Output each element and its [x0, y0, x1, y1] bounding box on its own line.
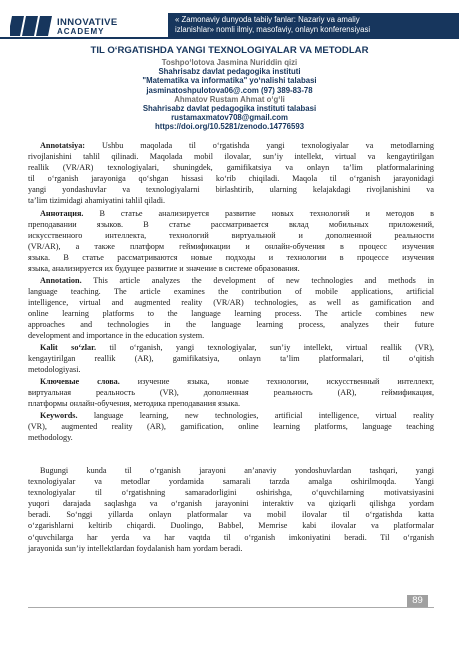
author2-name: Ahmatov Rustam Ahmat o‘g‘li	[174, 94, 285, 104]
abstract-uz-line: til o‘rganish jarayoniga qo‘shgan hissasi ko‘rib chiqiladi. Maqola til o‘rganish jarayonidagi	[28, 174, 434, 184]
body-line: texnologiyalar va metodlar yordamida samarali tarzda amalga oshirilmoqda. Yangi	[28, 477, 434, 487]
abstract-ru-label: Аннотация.	[40, 209, 84, 218]
author1-department: "Matematika va informatika" yo‘nalishi talabasi	[142, 76, 317, 86]
abstract-en	[28, 275, 434, 342]
abstract-ru-line: В статье анализируется развитие новых технологий и методов в	[83, 209, 434, 218]
article-title: TIL O‘RGATISHDA YANGI TEXNOLOGIYALAR VA METODLAR	[90, 45, 369, 56]
body-line: o‘quvchilarga har yerda va har vaqtda til o‘rganish imkoniyatini beradi. Til o‘rganish	[28, 532, 434, 542]
logo-text-innovative: INNOVATIVE	[57, 17, 118, 28]
author1-name: Toshpo‘lotova Jasmina Nuriddin qizi	[161, 58, 298, 67]
keywords-ru	[28, 376, 434, 409]
keywords-en-line: language learning, new technologies, artificial intelligence, virtual reality	[77, 411, 434, 420]
academy-logo-icon	[10, 14, 54, 38]
abstract-en-line: This article analyzes the development of new technologies and methods in	[81, 276, 434, 285]
abstract-en-line: approaches and technologies in the language learning process, analyzes their future	[28, 320, 434, 330]
abstract-ru-line: преподавании языков. В статье рассматривается вклад мобильных приложений,	[28, 220, 434, 230]
abstract-en-line: online learning platforms to the language learning process. The article combines new	[28, 309, 434, 319]
keywords-ru-line: виртуальная реальность (VR), дополненная реальность (AR), геймификация,	[28, 388, 434, 398]
header-divider	[0, 37, 459, 39]
abstract-en-label: Annotation.	[40, 276, 82, 285]
body-line: texnologiyalar til o‘rgatishning samaradorligini oshirishga, o‘quvchilarning motivatsiyasini	[28, 488, 434, 498]
abstract-uz	[28, 140, 434, 207]
keywords-ru-line: изучение языка, новые технологии, искусственный интеллект,	[119, 377, 434, 386]
body-paragraph	[28, 465, 434, 554]
abstract-uz-line: reallik (VR/AR) texnologiyalari, shuningdek, gamifikatsiya va onlayn ta’lim platformalarining	[28, 163, 434, 173]
author2-email[interactable]: rustamaxmatov708@gmail.com	[171, 113, 288, 123]
conference-banner	[168, 13, 459, 39]
abstract-uz-line: Ushbu maqolada til o‘rgatishda yangi texnologiyalar va metodlarning	[85, 141, 434, 150]
abstract-en-line: development and importance in the education system.	[28, 331, 205, 341]
keywords-uz	[28, 342, 434, 375]
abstract-ru-line: (VR/AR), а также платформ геймификации и онлайн-обучения в процесс изучения	[28, 242, 434, 252]
keywords-uz-label: Kalit so‘zlar.	[40, 343, 97, 352]
conference-title-line2: izlanishlar» nomli ilmiy, masofaviy, onlayn konferensiyasi	[175, 24, 371, 34]
body-line: beradi. So‘nggi yillarda onlayn platformalar va mobil ilovalar til o‘rgatishda katta	[28, 510, 434, 520]
abstract-uz-line: yangi yondashuvlar va texnologiyalarni birlashtirib, ularning kelajakdagi rivojlanishini va	[28, 185, 434, 195]
page-number: 89	[407, 595, 428, 607]
logo-text-academy: ACADEMY	[57, 27, 105, 36]
keywords-en-label: Keywords.	[40, 411, 78, 420]
abstract-ru	[28, 208, 434, 275]
abstract-en-line: intelligence, virtual and augmented reality (VR/AR) technologies, as well as gamification and	[28, 298, 434, 308]
keywords-uz-line: metodologiyasi.	[28, 365, 81, 375]
body-line: Bugungi kunda til o‘rganish jarayoni an’anaviy yondoshuvlardan tashqari, yangi	[40, 466, 434, 475]
abstract-uz-line: ta’lim tizimidagi ahamiyatini tahlil qiladi.	[28, 196, 166, 206]
conference-title-line1: « Zamonaviy dunyoda tabiiy fanlar: Nazariy va amaliy	[175, 15, 360, 24]
abstract-ru-line: языка, анализируется их будущее развитие и значение в системе образования.	[28, 264, 300, 274]
author1-contact: jasminatoshpulotova06@.com (97) 389-83-78	[146, 85, 313, 95]
keywords-en-line: (VR), augmented reality (AR), gamification, online learning platforms, language teaching	[28, 422, 434, 432]
body-line: yuqori darajada saqlashga va o‘rganish jarayonini interaktiv va qiziqarli qilishga yordam	[28, 499, 434, 509]
abstract-uz-label: Annotatsiya:	[40, 141, 86, 150]
keywords-en-line: methodology.	[28, 433, 73, 443]
body-line: o‘zgarishlarni keltirib chiqardi. Duolingo, Babbel, Memrise kabi ilovalar va platformalar	[28, 521, 434, 531]
keywords-ru-line: платформы онлайн-обучения, методика преподавания языка.	[28, 399, 241, 409]
keywords-uz-line: kengaytirilgan reallik (AR), gamifikatsiya, onlayn ta’lim platformalari, til o‘qitish	[28, 354, 434, 364]
keywords-ru-label: Ключевые слова.	[40, 377, 120, 386]
author1-affiliation: Shahrisabz davlat pedagogika instituti	[158, 67, 301, 77]
footer-divider	[28, 607, 434, 608]
body-line: jarayonida sun’iy intellektlardan foydalanish ham yordam beradi.	[28, 543, 243, 553]
abstract-en-line: language teaching. The article examines the contribution of mobile applications, artificial	[28, 287, 434, 297]
author2-affiliation: Shahrisabz davlat pedagogika instituti talabasi	[142, 104, 317, 114]
keywords-uz-line: til o‘rganish, yangi texnologiyalar, sun’iy intellekt, virtual reallik (VR),	[96, 343, 434, 352]
abstract-uz-line: rivojlanishini tahlil qilinadi. Maqolada mobil ilovalar, sun’iy intellekt, virtual va kengaytirilgan	[28, 152, 434, 162]
keywords-en	[28, 410, 434, 443]
abstract-ru-line: языка. В статье рассматриваются новые подходы и технологии в процессе изучения	[28, 253, 434, 263]
author-block	[0, 58, 459, 132]
abstract-ru-line: искусственного интеллекта, технологий виртуальной и дополненной реальности	[28, 231, 434, 241]
doi-link[interactable]: https://doi.org/10.5281/zenodo.14776593	[154, 122, 305, 132]
